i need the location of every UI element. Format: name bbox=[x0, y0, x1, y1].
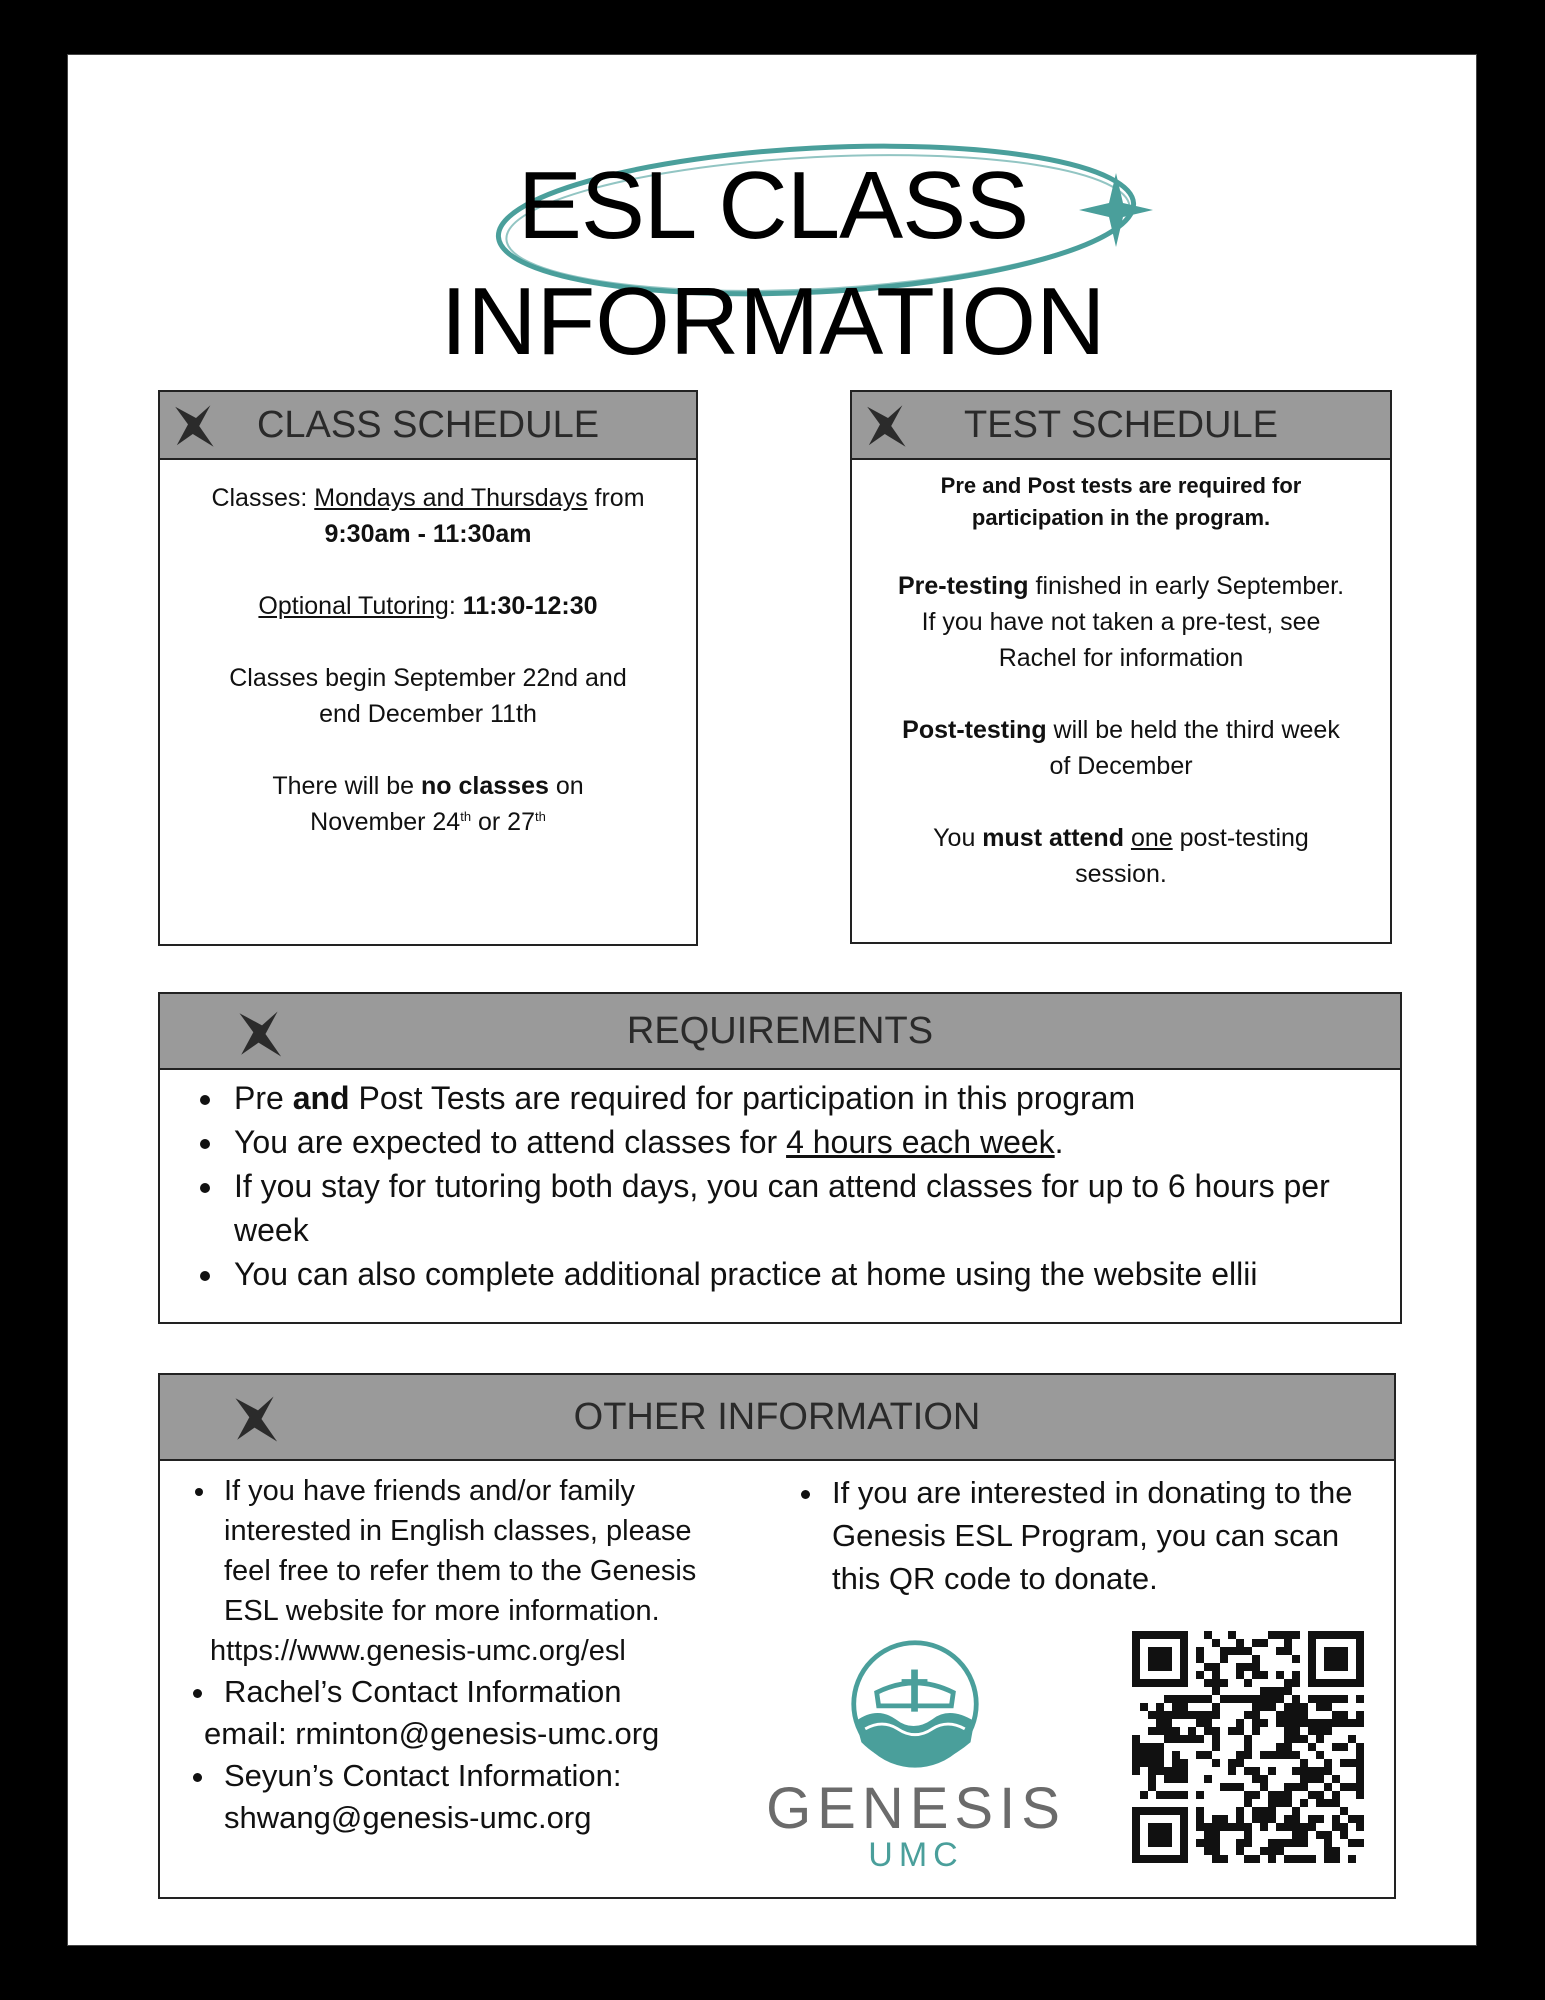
other-information-box bbox=[158, 1373, 1396, 1899]
dates-line-2: end December 11th bbox=[319, 700, 537, 728]
post-testing-line-2: of December bbox=[1049, 752, 1193, 780]
referral-list bbox=[184, 1471, 744, 1631]
list-item: • You are expected to attend classes for 4 hours each week. bbox=[226, 1120, 1370, 1164]
donate-list bbox=[796, 1471, 1376, 1600]
no-class-line: There will be no classes on bbox=[272, 772, 584, 800]
list-item: • Rachel’s Contact Information bbox=[218, 1671, 744, 1713]
class-schedule-body bbox=[160, 480, 696, 840]
class-schedule-title: CLASS SCHEDULE bbox=[256, 403, 600, 446]
class-schedule-header bbox=[160, 392, 696, 460]
test-schedule-body bbox=[852, 470, 1390, 892]
list-item: • If you are interested in donating to the Genesis ESL Program, you can scan this QR code to donate. bbox=[826, 1471, 1376, 1600]
test-schedule-header bbox=[852, 392, 1390, 460]
flyer-page bbox=[67, 54, 1477, 1946]
list-item: • Seyun’s Contact Information: bbox=[218, 1755, 744, 1797]
class-days: Mondays and Thursdays bbox=[314, 484, 588, 512]
other-information-header bbox=[160, 1375, 1394, 1461]
pre-testing-line-2: If you have not taken a pre-test, see bbox=[921, 608, 1321, 636]
seyun-email[interactable]: shwang@genesis-umc.org bbox=[224, 1800, 592, 1835]
must-attend-line: You must attend one post-testing bbox=[933, 824, 1309, 852]
list-item: • Pre and Post Tests are required for participation in this program bbox=[226, 1076, 1370, 1120]
list-item: • If you have friends and/or family interested in English classes, please feel free to refer them to the Genesis ESL website for more information. bbox=[218, 1471, 744, 1631]
other-information-title: OTHER INFORMATION bbox=[573, 1395, 981, 1438]
required-line-1: Pre and Post tests are required for bbox=[940, 473, 1302, 498]
genesis-umc-logo bbox=[766, 1637, 1066, 1873]
class-schedule-box bbox=[158, 390, 698, 946]
other-info-right-column bbox=[796, 1471, 1376, 1600]
test-schedule-title: TEST SCHEDULE bbox=[964, 403, 1278, 446]
must-attend-line-2: session. bbox=[1075, 860, 1167, 888]
requirements-list bbox=[200, 1076, 1370, 1296]
title-line-2: INFORMATION bbox=[440, 268, 1106, 375]
pre-testing-line: Pre-testing finished in early September. bbox=[897, 572, 1345, 600]
list-item: • You can also complete additional practice at home using the website ellii bbox=[226, 1252, 1370, 1296]
donation-qr-code[interactable] bbox=[1132, 1631, 1364, 1863]
requirements-title: REQUIREMENTS bbox=[626, 1009, 934, 1052]
test-schedule-box bbox=[850, 390, 1392, 944]
list-item: • If you stay for tutoring both days, you can attend classes for up to 6 hours per week bbox=[226, 1164, 1370, 1252]
other-info-left-column bbox=[184, 1471, 744, 1839]
required-line-2: participation in the program. bbox=[971, 505, 1271, 530]
logo-main-text: GENESIS bbox=[766, 1776, 1066, 1841]
dates-line-1: Classes begin September 22nd and bbox=[229, 664, 627, 692]
tutoring-line: Optional Tutoring: 11:30-12:30 bbox=[258, 592, 598, 620]
contacts-list bbox=[184, 1671, 744, 1713]
contacts-list-2 bbox=[184, 1755, 744, 1797]
website-link[interactable]: https://www.genesis-umc.org/esl bbox=[210, 1635, 626, 1667]
pre-testing-line-3: Rachel for information bbox=[998, 644, 1244, 672]
rachel-email[interactable]: email: rminton@genesis-umc.org bbox=[204, 1716, 660, 1751]
ark-wave-icon bbox=[848, 1637, 982, 1771]
requirements-box bbox=[158, 992, 1402, 1324]
requirements-header bbox=[160, 994, 1400, 1070]
class-time: 9:30am - 11:30am bbox=[324, 520, 532, 548]
logo-sub-text: UMC bbox=[868, 1836, 964, 1874]
title-line-1: ESL CLASS bbox=[517, 152, 1029, 259]
no-class-dates: November 24th or 27th bbox=[310, 808, 546, 836]
post-testing-line: Post-testing will be held the third week bbox=[902, 716, 1340, 744]
classes-line: Classes: Mondays and Thursdays from bbox=[211, 484, 645, 512]
